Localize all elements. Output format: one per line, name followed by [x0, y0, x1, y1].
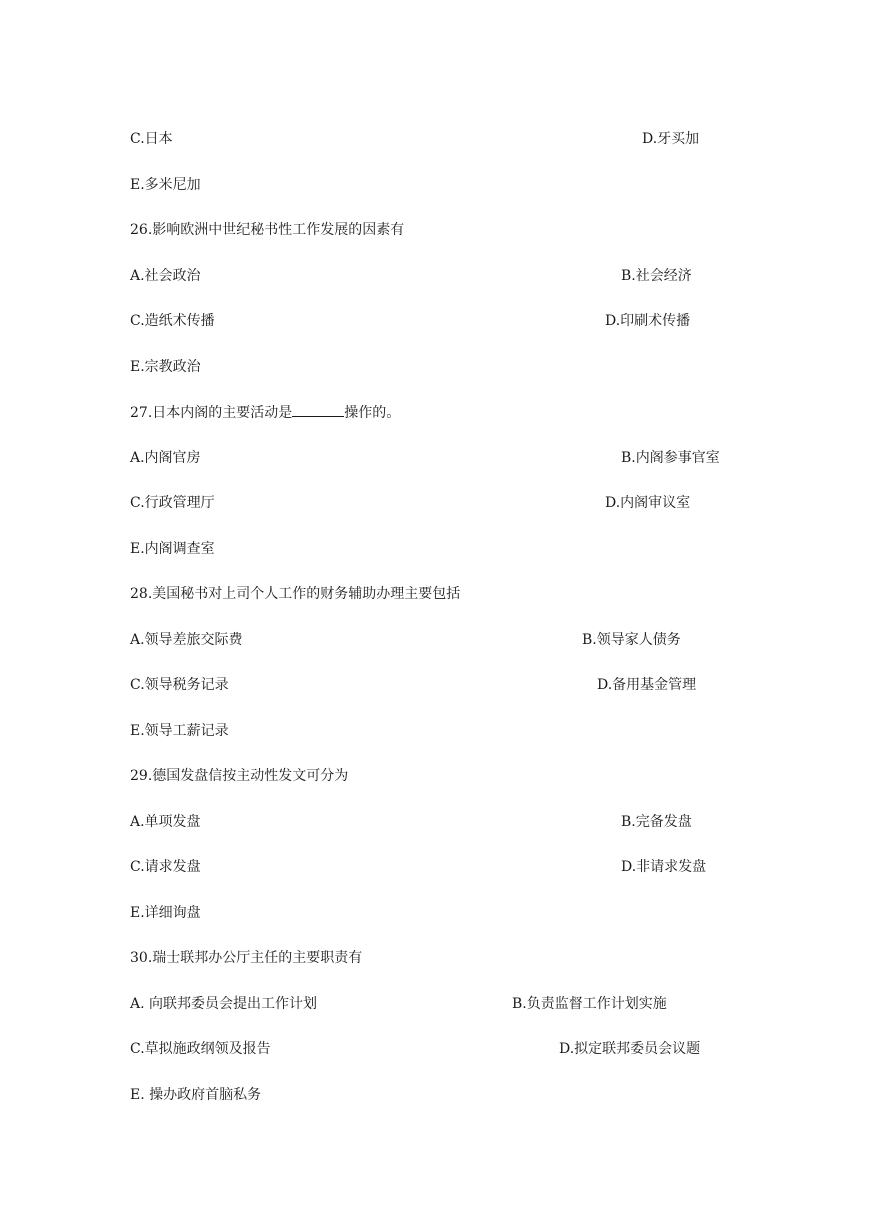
question-27 [130, 402, 400, 422]
option-e-q29: E.详细询盘 [130, 905, 201, 921]
option-d-q30: D.拟定联邦委员会议题 [559, 1041, 701, 1057]
option-e-q27: E.内阁调查室 [130, 541, 215, 557]
question-30: 30.瑞士联邦办公厅主任的主要职责有 [130, 950, 363, 966]
option-d-q29: D.非请求发盘 [621, 859, 707, 875]
option-b-q29: B.完备发盘 [621, 814, 692, 830]
option-a-q30: A. 向联邦委员会提出工作计划 [130, 996, 318, 1012]
option-b-q30: B.负责监督工作计划实施 [512, 996, 667, 1012]
question-27-text-before: 27.日本内阁的主要活动是 [130, 405, 293, 421]
question-26: 26.影响欧洲中世纪秘书性工作发展的因素有 [130, 222, 405, 238]
option-b-q26: B.社会经济 [621, 268, 692, 284]
option-c-q27: C.行政管理厅 [130, 495, 215, 511]
option-e-q28: E.领导工薪记录 [130, 723, 229, 739]
option-d-q27: D.内阁审议室 [605, 495, 691, 511]
option-a-q27: A.内阁官房 [130, 450, 201, 466]
option-c-q28: C.领导税务记录 [130, 677, 229, 693]
fill-in-blank [292, 402, 344, 417]
option-b-q28: B.领导家人债务 [582, 632, 681, 648]
option-e-q26: E.宗教政治 [130, 359, 201, 375]
option-c-q30: C.草拟施政纲领及报告 [130, 1041, 271, 1057]
question-27-text-after: 操作的。 [344, 405, 401, 421]
question-29: 29.德国发盘信按主动性发文可分为 [130, 768, 349, 784]
option-c-q25: C.日本 [130, 131, 173, 147]
option-e-q30: E. 操办政府首脑私务 [130, 1087, 262, 1103]
option-a-q29: A.单项发盘 [130, 814, 201, 830]
option-d-q28: D.备用基金管理 [597, 677, 697, 693]
option-e-q25: E.多米尼加 [130, 177, 201, 193]
option-a-q26: A.社会政治 [130, 268, 201, 284]
option-c-q26: C.造纸术传播 [130, 313, 215, 329]
option-b-q27: B.内阁参事官室 [621, 450, 720, 466]
question-28: 28.美国秘书对上司个人工作的财务辅助办理主要包括 [130, 586, 461, 602]
option-d-q25: D.牙买加 [642, 131, 700, 147]
option-a-q28: A.领导差旅交际费 [130, 632, 243, 648]
option-d-q26: D.印刷术传播 [605, 313, 691, 329]
option-c-q29: C.请求发盘 [130, 859, 201, 875]
